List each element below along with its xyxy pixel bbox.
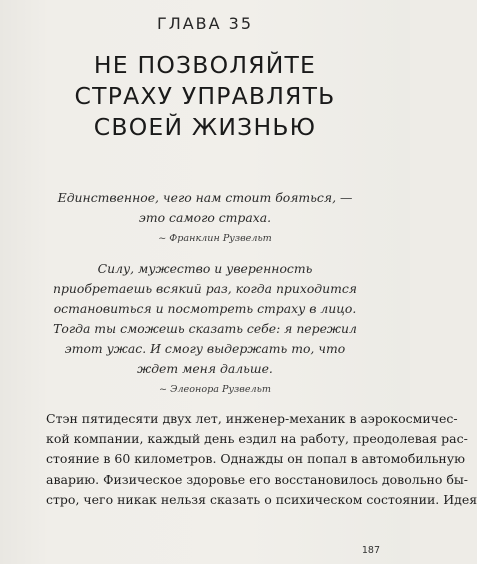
epigraph-line: приобретаешь всякий раз, когда приходится xyxy=(52,281,358,296)
chapter-label: ГЛАВА 35 xyxy=(156,14,254,33)
chapter-title-line: НЕ ПОЗВОЛЯЙТЕ xyxy=(93,51,317,79)
epigraph-roosevelt-eleanor xyxy=(0,259,410,397)
epigraph-author: ~ Франклин Рузвельт xyxy=(158,233,272,244)
epigraph-roosevelt-franklin xyxy=(0,188,410,246)
epigraph-line: остановиться и посмотреть страху в лицо. xyxy=(53,301,357,316)
epigraph-line: Тогда ты сможешь сказать себе: я пережил xyxy=(53,321,357,336)
chapter-title xyxy=(0,50,410,143)
body-paragraph xyxy=(46,409,477,510)
body-line: стояние в 60 километров. Однажды он попал в автомобильную xyxy=(46,451,466,467)
body-line: кой компании, каждый день ездил на работу, преодолевая рас- xyxy=(46,431,468,447)
chapter-title-line: СВОЕЙ ЖИЗНЬЮ xyxy=(93,113,317,141)
epigraph-line: этот ужас. И смогу выдержать то, что xyxy=(64,341,346,356)
epigraph-line: ждет меня дальше. xyxy=(137,361,273,376)
page-number: 187 xyxy=(361,545,380,556)
epigraph-line: это самого страха. xyxy=(138,210,272,225)
body-line: аварию. Физическое здоровье его восстановилось довольно бы- xyxy=(46,471,469,487)
epigraph-line: Силу, мужество и уверенность xyxy=(97,261,313,276)
epigraph-line: Единственное, чего нам стоит бояться, — xyxy=(57,190,353,205)
epigraph-author: ~ Элеонора Рузвельт xyxy=(159,384,271,395)
body-line: стро, чего никак нельзя сказать о психическом состоянии. Идея xyxy=(46,491,477,507)
chapter-title-line: СТРАХУ УПРАВЛЯТЬ xyxy=(74,82,336,110)
body-line: Стэн пятидесяти двух лет, инженер-механик в аэрокосмичес- xyxy=(46,411,458,426)
